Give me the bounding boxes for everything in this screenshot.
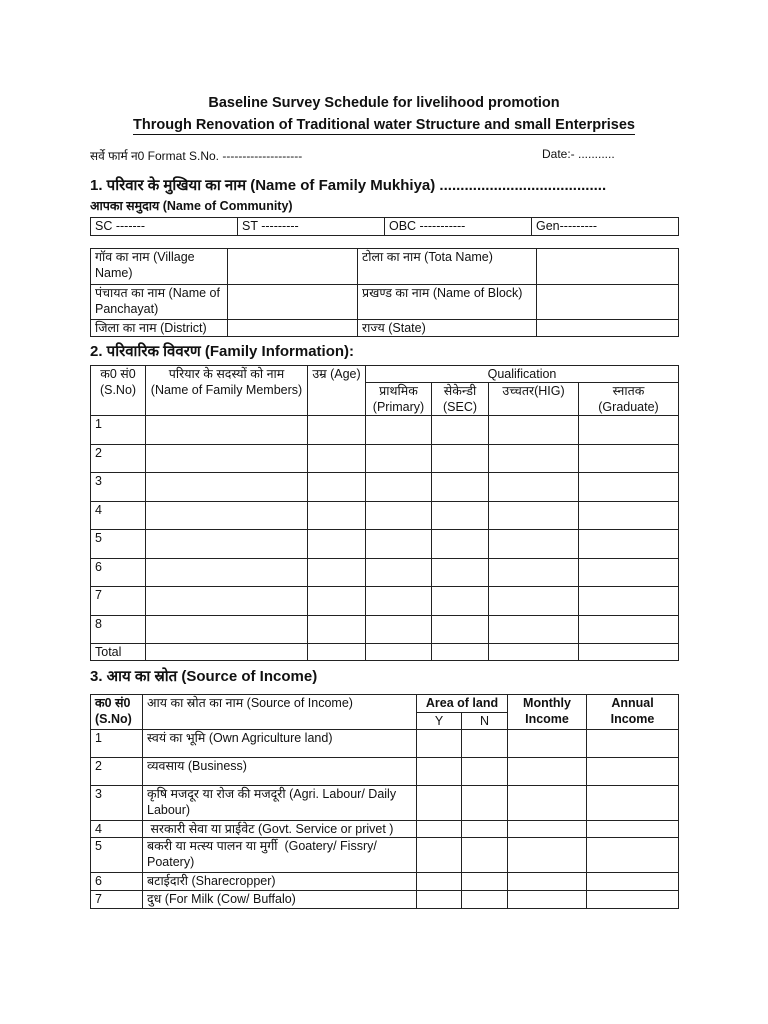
family-row-sno: 3 — [91, 473, 146, 502]
income-row-cell[interactable] — [417, 838, 462, 873]
community-table — [90, 217, 679, 236]
form-serial-number: सर्वे फार्म न0 Format S.No. -------------------- — [90, 149, 303, 163]
village-label: गॉव का नाम (Village Name) — [91, 249, 228, 285]
income-row-sno: 6 — [91, 873, 143, 891]
family-row-cell[interactable] — [432, 444, 489, 473]
family-row-cell[interactable] — [489, 615, 579, 644]
family-row-cell[interactable] — [579, 444, 679, 473]
income-row-sno: 5 — [91, 838, 143, 873]
income-row-source: व्यवसाय (Business) — [143, 758, 417, 786]
income-row-cell[interactable] — [417, 873, 462, 891]
income-col-source: आय का स्रोत का नाम (Source of Income) — [143, 695, 417, 730]
income-col-area: Area of land — [417, 695, 508, 713]
family-row-cell[interactable] — [579, 530, 679, 559]
family-row-cell[interactable] — [366, 587, 432, 616]
income-row-cell[interactable] — [587, 821, 679, 838]
family-row-cell[interactable] — [489, 644, 579, 661]
family-row-sno: 1 — [91, 416, 146, 445]
income-row — [91, 786, 679, 821]
family-row-cell[interactable] — [579, 644, 679, 661]
income-row-source: स्वयं का भूमि (Own Agriculture land) — [143, 730, 417, 758]
income-row — [91, 838, 679, 873]
income-row-cell[interactable] — [508, 821, 587, 838]
income-row-cell[interactable] — [587, 730, 679, 758]
income-row-cell[interactable] — [508, 758, 587, 786]
family-row — [91, 587, 679, 616]
family-row-cell[interactable] — [308, 530, 366, 559]
income-row-sno: 1 — [91, 730, 143, 758]
income-row-cell[interactable] — [508, 838, 587, 873]
family-row-cell[interactable] — [489, 587, 579, 616]
income-row — [91, 730, 679, 758]
income-row-cell[interactable] — [417, 758, 462, 786]
income-row-sno: 2 — [91, 758, 143, 786]
family-row-cell[interactable] — [432, 530, 489, 559]
income-row-sno: 3 — [91, 786, 143, 821]
family-col-age: उम्र (Age) — [308, 366, 366, 416]
family-row-cell[interactable] — [579, 615, 679, 644]
family-heading: 2. परिवारिक विवरण (Family Information): — [90, 343, 355, 360]
family-row-cell[interactable] — [308, 501, 366, 530]
family-row-cell[interactable] — [308, 587, 366, 616]
income-row-cell[interactable] — [462, 873, 508, 891]
income-row-cell[interactable] — [508, 873, 587, 891]
income-row-cell[interactable] — [462, 730, 508, 758]
form-title: Baseline Survey Schedule for livelihood promotion — [208, 95, 560, 111]
income-col-annual: Annual Income — [587, 695, 679, 730]
income-table — [90, 694, 679, 909]
family-row-cell[interactable] — [366, 501, 432, 530]
family-col-primary: प्राथमिक (Primary) — [366, 383, 432, 416]
state-field[interactable] — [537, 320, 679, 337]
family-row-cell[interactable] — [489, 501, 579, 530]
income-row-sno: 7 — [91, 891, 143, 909]
family-row — [91, 501, 679, 530]
state-label: राज्य (State) — [358, 320, 537, 337]
income-col-y: Y — [417, 713, 462, 730]
family-row — [91, 530, 679, 559]
income-row-cell[interactable] — [587, 786, 679, 821]
family-row-cell[interactable] — [579, 501, 679, 530]
family-row — [91, 416, 679, 445]
family-row-cell[interactable] — [366, 416, 432, 445]
income-row-cell[interactable] — [462, 786, 508, 821]
family-row-cell[interactable] — [432, 501, 489, 530]
income-row-source: बटाईदारी (Sharecropper) — [143, 873, 417, 891]
family-row-sno: 4 — [91, 501, 146, 530]
family-col-sec: सेकेन्डी (SEC) — [432, 383, 489, 416]
tola-label: टोला का नाम (Tota Name) — [358, 249, 537, 285]
family-row — [91, 644, 679, 661]
family-row-cell[interactable] — [308, 615, 366, 644]
family-col-hig: उच्चतर(HIG) — [489, 383, 579, 416]
income-row-source: दुध (For Milk (Cow/ Buffalo) — [143, 891, 417, 909]
income-row-cell[interactable] — [417, 821, 462, 838]
family-row-cell[interactable] — [366, 644, 432, 661]
district-label: जिला का नाम (District) — [91, 320, 228, 337]
family-row-cell[interactable] — [146, 644, 308, 661]
family-row-cell[interactable] — [146, 416, 308, 445]
income-row-cell[interactable] — [508, 786, 587, 821]
income-row-cell[interactable] — [462, 758, 508, 786]
family-row-cell[interactable] — [489, 558, 579, 587]
family-row-sno: 5 — [91, 530, 146, 559]
family-row-cell[interactable] — [146, 615, 308, 644]
family-col-qualification: Qualification — [366, 366, 679, 383]
tola-field[interactable] — [537, 249, 679, 285]
family-row-cell[interactable] — [579, 587, 679, 616]
income-row — [91, 821, 679, 838]
family-row-cell[interactable] — [366, 615, 432, 644]
family-row-cell[interactable] — [366, 530, 432, 559]
block-field[interactable] — [537, 285, 679, 320]
family-row-cell[interactable] — [432, 473, 489, 502]
family-row-cell[interactable] — [432, 416, 489, 445]
family-row-cell[interactable] — [579, 473, 679, 502]
income-row-cell[interactable] — [587, 873, 679, 891]
family-row-sno: 6 — [91, 558, 146, 587]
family-row-cell[interactable] — [366, 558, 432, 587]
income-row-cell[interactable] — [462, 891, 508, 909]
family-row-sno: 8 — [91, 615, 146, 644]
community-label: आपका समुदाय (Name of Community) — [90, 199, 293, 213]
family-row-cell[interactable] — [308, 558, 366, 587]
village-field[interactable] — [228, 249, 358, 285]
family-row-cell[interactable] — [489, 473, 579, 502]
family-col-graduate: स्नातक (Graduate) — [579, 383, 679, 416]
panchayat-field[interactable] — [228, 285, 358, 320]
family-row-cell[interactable] — [489, 530, 579, 559]
family-row-cell[interactable] — [432, 587, 489, 616]
income-col-monthly: Monthly Income — [508, 695, 587, 730]
family-row — [91, 444, 679, 473]
family-row-cell[interactable] — [579, 558, 679, 587]
family-row-cell[interactable] — [579, 416, 679, 445]
community-gen[interactable]: Gen--------- — [532, 218, 679, 236]
income-row-source: सरकारी सेवा या प्राईवेट (Govt. Service or privet ) — [143, 821, 417, 838]
community-st[interactable]: ST --------- — [238, 218, 385, 236]
income-col-n: N — [462, 713, 508, 730]
form-date: Date:- ........... — [542, 147, 615, 161]
family-row — [91, 473, 679, 502]
income-row-cell[interactable] — [508, 730, 587, 758]
income-row — [91, 891, 679, 909]
block-label: प्रखण्ड का नाम (Name of Block) — [358, 285, 537, 320]
family-row — [91, 558, 679, 587]
income-row-cell[interactable] — [587, 758, 679, 786]
income-row-sno: 4 — [91, 821, 143, 838]
family-row-cell[interactable] — [432, 644, 489, 661]
income-row-cell[interactable] — [417, 891, 462, 909]
family-row-cell[interactable] — [366, 444, 432, 473]
district-field[interactable] — [228, 320, 358, 337]
family-row-cell[interactable] — [432, 615, 489, 644]
family-row-cell[interactable] — [489, 416, 579, 445]
income-heading: 3. आय का स्रोत (Source of Income) — [90, 668, 318, 685]
family-table — [90, 365, 679, 661]
family-row-cell[interactable] — [308, 444, 366, 473]
income-row — [91, 758, 679, 786]
income-row-source: कृषि मजदूर या रोज की मजदूरी (Agri. Labour/ Daily Labour) — [143, 786, 417, 821]
income-col-sno: क0 सं0 (S.No) — [91, 695, 143, 730]
family-row-sno: 7 — [91, 587, 146, 616]
family-row-cell[interactable] — [432, 558, 489, 587]
income-row-cell[interactable] — [462, 821, 508, 838]
income-row-cell[interactable] — [587, 838, 679, 873]
income-row-cell[interactable] — [462, 838, 508, 873]
family-row-cell[interactable] — [146, 530, 308, 559]
form-subtitle-text: Through Renovation of Traditional water Structure and small Enterprises — [133, 117, 635, 133]
family-row-cell[interactable] — [146, 473, 308, 502]
family-row-cell[interactable] — [146, 444, 308, 473]
community-sc[interactable]: SC ------- — [91, 218, 238, 236]
community-obc[interactable]: OBC ----------- — [385, 218, 532, 236]
family-row-cell[interactable] — [308, 644, 366, 661]
location-table — [90, 248, 679, 337]
income-row-cell[interactable] — [587, 891, 679, 909]
family-row-sno: Total — [91, 644, 146, 661]
family-row-cell[interactable] — [308, 473, 366, 502]
income-row — [91, 873, 679, 891]
family-col-sno: क0 सं0 (S.No) — [91, 366, 146, 416]
family-col-name: परियार के सदस्यों को नाम (Name of Family Members) — [146, 366, 308, 416]
income-row-cell[interactable] — [508, 891, 587, 909]
income-row-cell[interactable] — [417, 786, 462, 821]
family-row-cell[interactable] — [489, 444, 579, 473]
mukhiya-label: 1. परिवार के मुखिया का नाम (Name of Family Mukhiya) ........................................ — [90, 177, 607, 194]
income-row-cell[interactable] — [417, 730, 462, 758]
family-row-cell[interactable] — [146, 558, 308, 587]
family-row-cell[interactable] — [308, 416, 366, 445]
family-row-cell[interactable] — [146, 501, 308, 530]
family-row-cell[interactable] — [146, 587, 308, 616]
family-row-sno: 2 — [91, 444, 146, 473]
panchayat-label: पंचायत का नाम (Name of Panchayat) — [91, 285, 228, 320]
family-row — [91, 615, 679, 644]
family-row-cell[interactable] — [366, 473, 432, 502]
form-subtitle — [0, 117, 768, 133]
income-row-source: बकरी या मत्स्य पालन या मुर्गी (Goatery/ Fissry/ Poatery) — [143, 838, 417, 873]
